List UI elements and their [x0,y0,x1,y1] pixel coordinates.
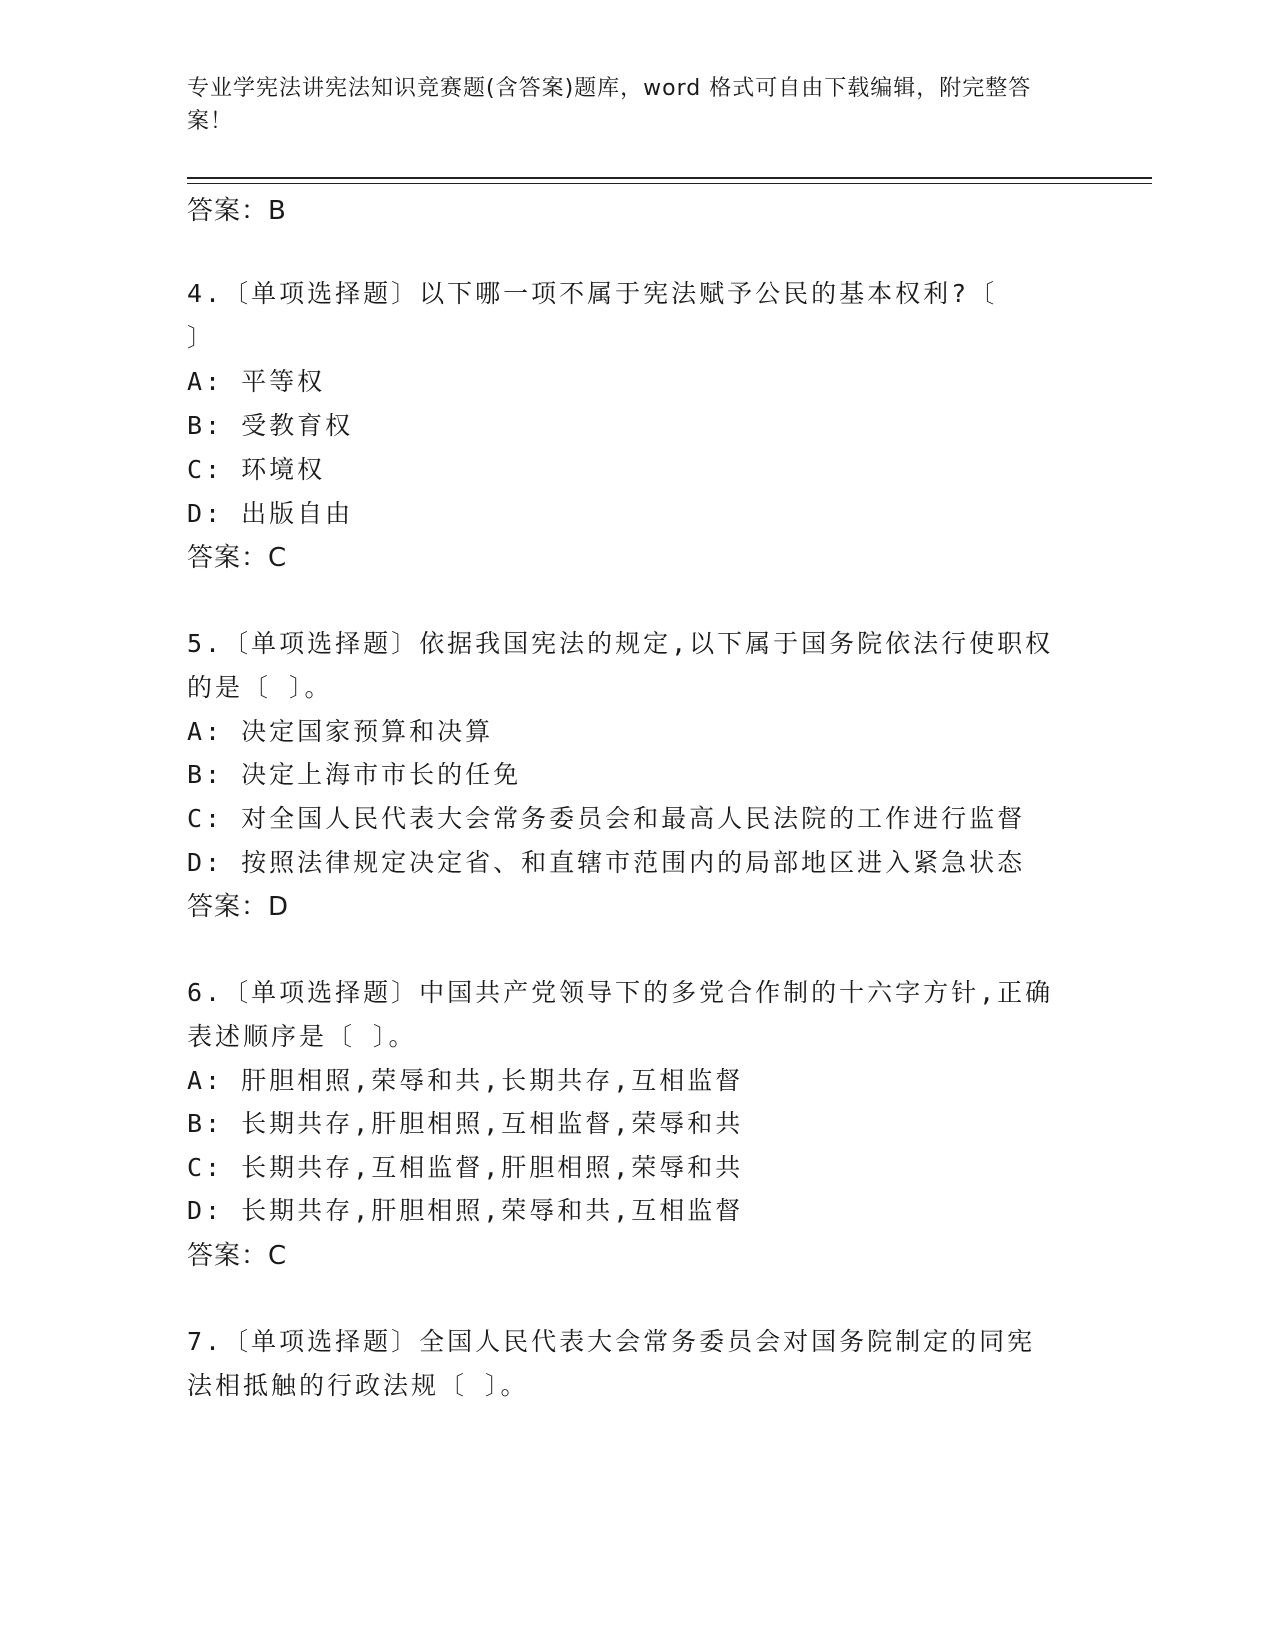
question-4-option-c: C: 环境权 [187,455,326,484]
question-6-stem-line1: 6.〔单项选择题〕中国共产党领导下的多党合作制的十六字方针,正确 [187,978,1054,1007]
question-7-stem-line1: 7.〔单项选择题〕全国人民代表大会常务委员会对国务院制定的同宪 [187,1327,1036,1356]
question-5-option-c: C: 对全国人民代表大会常务委员会和最高人民法院的工作进行监督 [187,804,1026,833]
header-rule-thin [187,183,1152,184]
question-5-answer: 答案：D [187,892,290,922]
question-5-option-a: A: 决定国家预算和决算 [187,717,494,746]
question-4-stem-line1: 4.〔单项选择题〕以下哪一项不属于宪法赋予公民的基本权利?〔 [187,279,998,308]
question-5-stem-line1: 5.〔单项选择题〕依据我国宪法的规定,以下属于国务院依法行使职权 [187,629,1054,658]
question-4-option-d: D: 出版自由 [187,499,354,528]
question-5-option-b: B: 决定上海市市长的任免 [187,760,522,789]
answer-prev: 答案：B [187,196,287,226]
question-4-option-a: A: 平等权 [187,367,326,396]
question-4-option-b: B: 受教育权 [187,411,354,440]
question-7-stem-line2: 法相抵触的行政法规〔 〕。 [187,1371,529,1400]
question-6-option-d: D: 长期共存,肝胆相照,荣辱和共,互相监督 [187,1196,744,1225]
question-6-answer: 答案：C [187,1241,288,1271]
question-6-stem-line2: 表述顺序是〔 〕。 [187,1022,417,1051]
question-6-option-a: A: 肝胆相照,荣辱和共,长期共存,互相监督 [187,1066,744,1095]
question-5-stem-line2: 的是〔 〕。 [187,673,333,702]
question-4-stem-line2: 〕 [187,323,216,352]
document-header: 专业学宪法讲宪法知识竞赛题(含答案)题库，word 格式可自由下载编辑，附完整答案！ [187,76,1032,134]
question-6-option-b: B: 长期共存,肝胆相照,互相监督,荣辱和共 [187,1109,744,1138]
question-6-option-c: C: 长期共存,互相监督,肝胆相照,荣辱和共 [187,1153,744,1182]
header-rule-thick [187,177,1152,179]
question-5-option-d: D: 按照法律规定决定省、和直辖市范围内的局部地区进入紧急状态 [187,848,1026,877]
question-4-answer: 答案：C [187,543,288,573]
